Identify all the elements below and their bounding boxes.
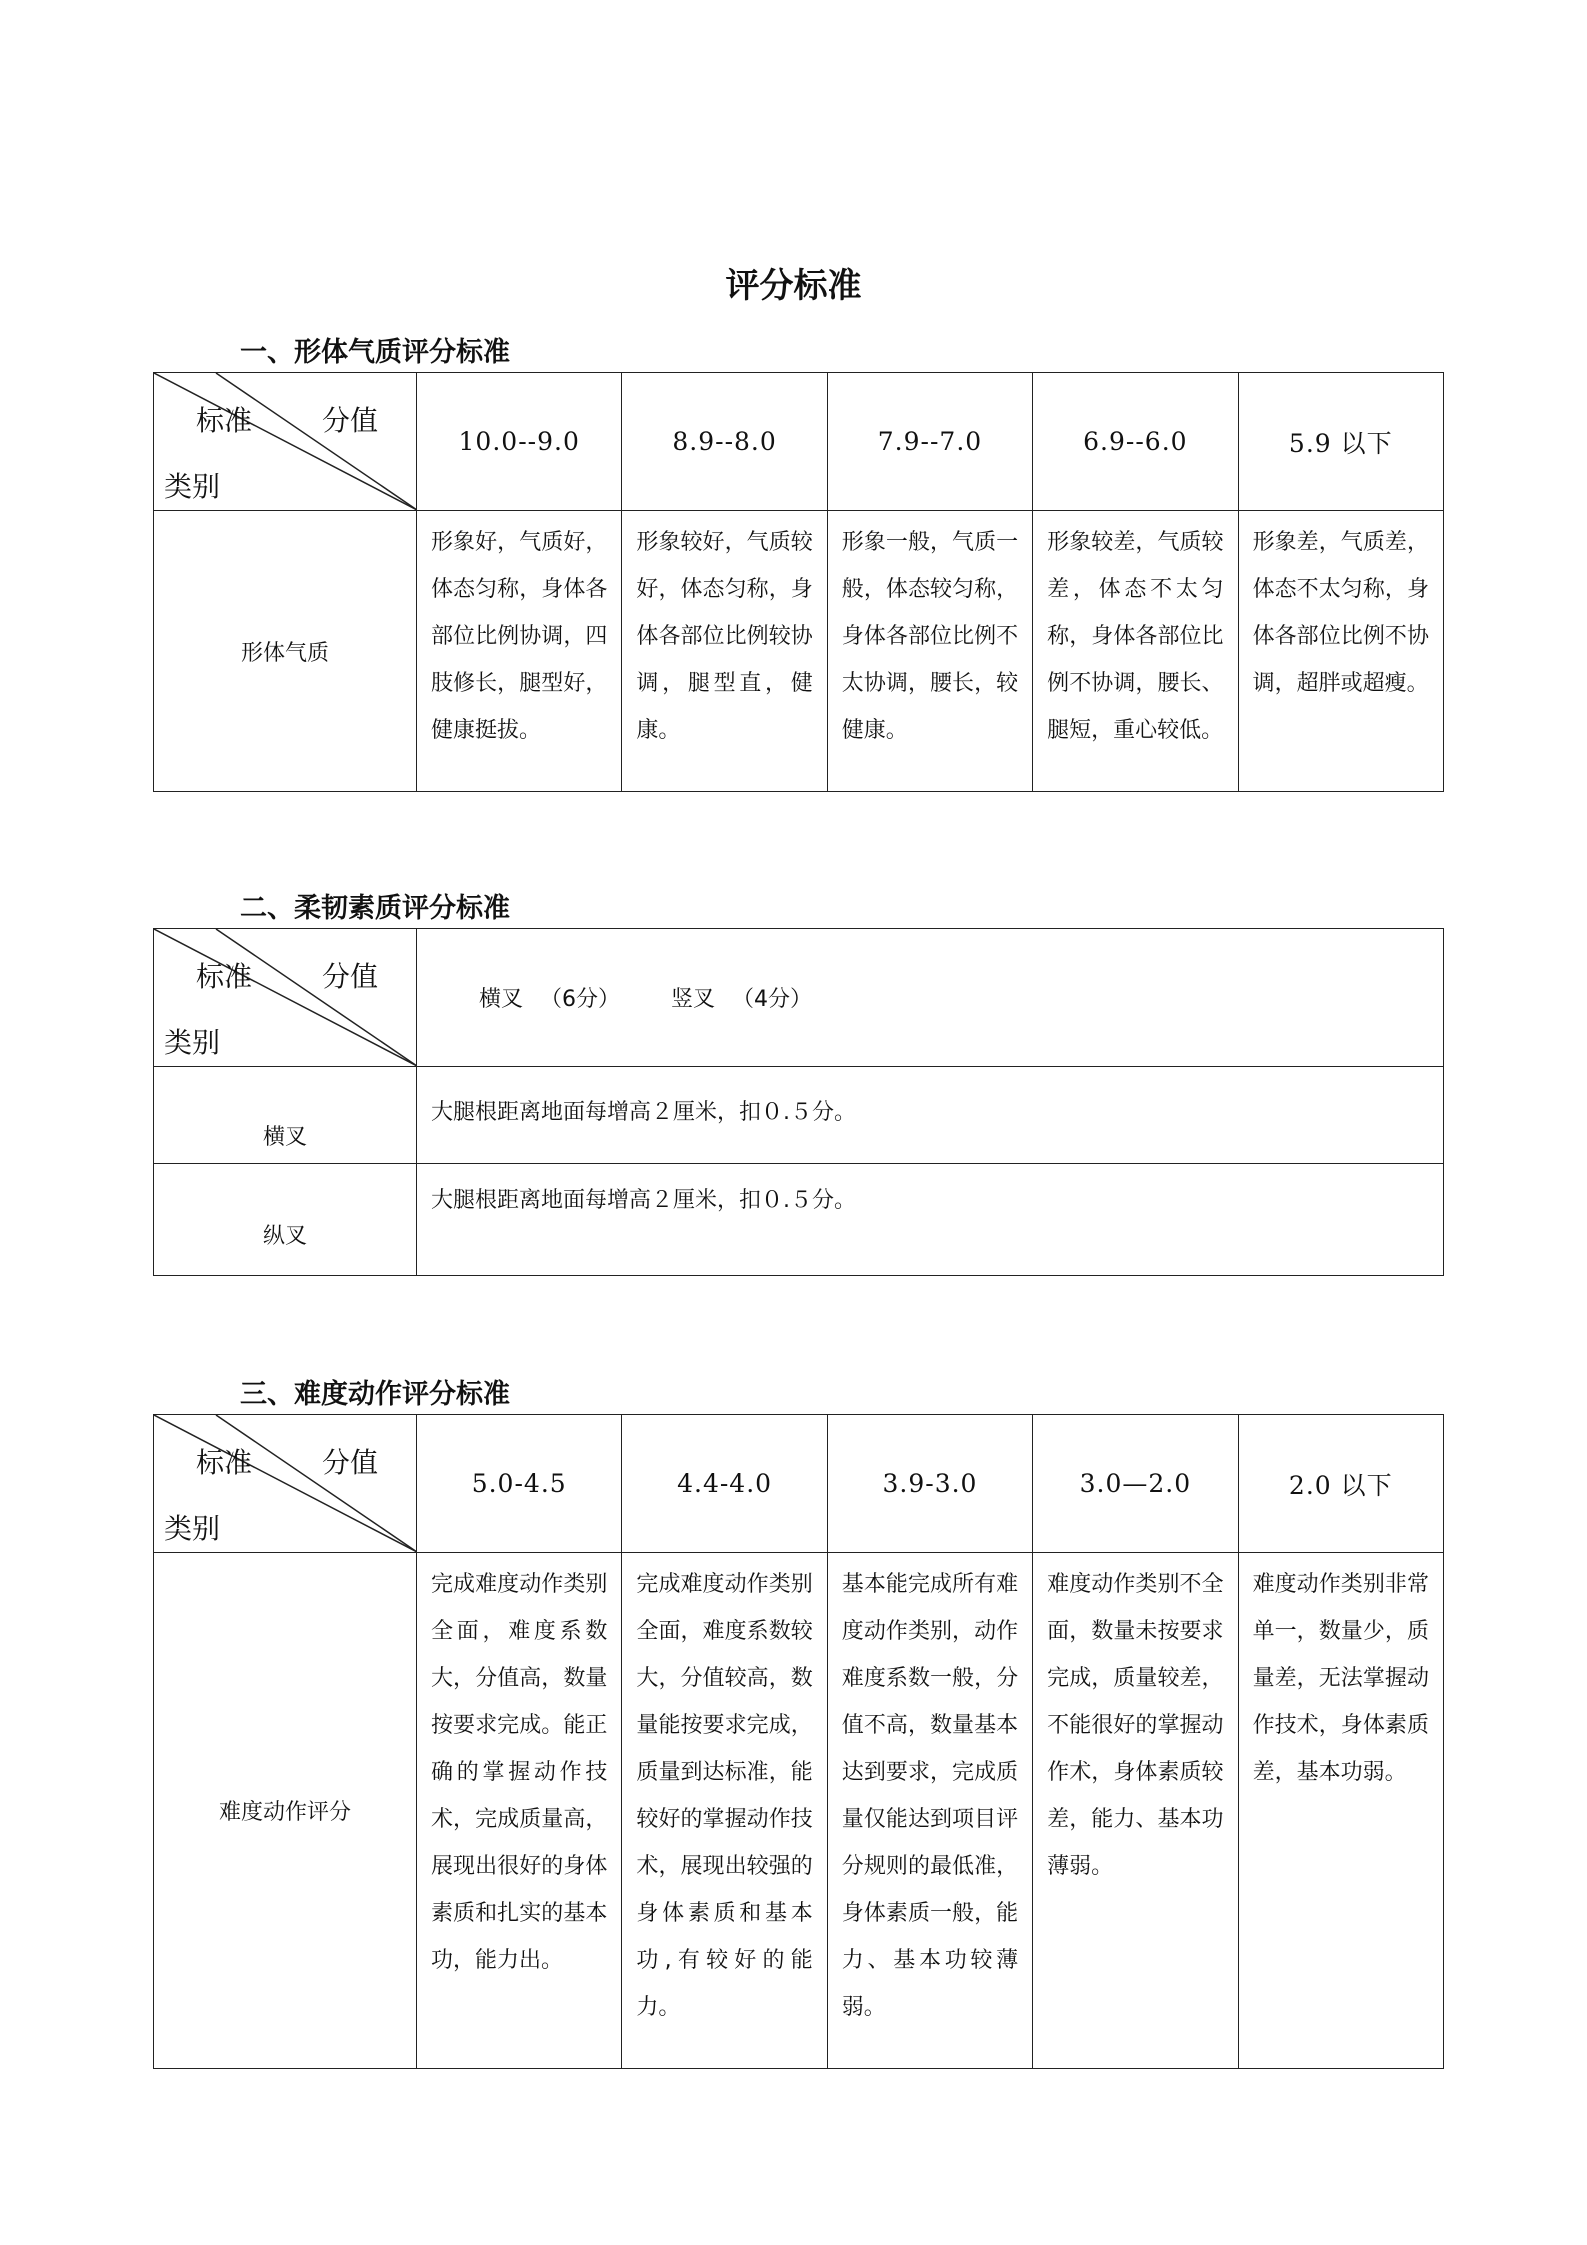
- section1-heading: 一、形体气质评分标准: [240, 337, 510, 368]
- category-cell: 形体气质: [154, 511, 417, 792]
- score-range-cell: 10.0--9.0: [417, 373, 622, 511]
- section1-table: [153, 372, 1444, 792]
- section1-header-row: [154, 373, 1444, 511]
- section2-row: [154, 1164, 1444, 1276]
- description-cell: 形象较差，气质较差，体态不太匀称，身体各部位比例不协调，腰长、腿短，重心较低。: [1033, 511, 1238, 792]
- category-cell: 纵叉: [154, 1164, 417, 1276]
- section1-body-row: [154, 511, 1444, 792]
- corner-standard-label: 标准: [196, 1446, 253, 1479]
- corner-category-label: 类别: [164, 470, 221, 503]
- section3-heading: 三、难度动作评分标准: [240, 1379, 510, 1410]
- corner-header-cell: [154, 929, 417, 1067]
- description-cell: 完成难度动作类别全面，难度系数大，分值高，数量按要求完成。能正确的掌握动作技术，完成质量高，展现出很好的身体素质和扎实的基本功，能力出。: [417, 1553, 622, 2069]
- description-cell: 形象好，气质好，体态匀称，身体各 部位比例协调，四肢修长，腿型好，健康挺拔。: [417, 511, 622, 792]
- description-cell: 难度动作类别非常单一，数量少，质量差，无法掌握动作技术，身体素质差，基本功弱。: [1238, 1553, 1443, 2069]
- corner-header-cell: [154, 1415, 417, 1553]
- score-range-cell: 5.9 以下: [1238, 373, 1443, 511]
- corner-category-label: 类别: [164, 1026, 221, 1059]
- page-title: 评分标准: [725, 266, 862, 306]
- description-cell: 难度动作类别不全面，数量未按要求完成，质量较差，不能很好的掌握动作术，身体素质较差，能力、基本功薄弱。: [1033, 1553, 1238, 2069]
- flexibility-score-header: 横叉 （6分） 竖叉 （4分）: [417, 929, 1444, 1067]
- score-range-cell: 4.4-4.0: [622, 1415, 827, 1553]
- score-range-cell: 6.9--6.0: [1033, 373, 1238, 511]
- rule-cell: 大腿根距离地面每增高２厘米，扣０.５分。: [417, 1164, 1444, 1276]
- score-range-cell: 3.0—2.0: [1033, 1415, 1238, 1553]
- corner-header-cell: [154, 373, 417, 511]
- score-range-cell: 5.0-4.5: [417, 1415, 622, 1553]
- corner-category-label: 类别: [164, 1512, 221, 1545]
- rule-cell: 大腿根距离地面每增高２厘米，扣０.５分。: [417, 1067, 1444, 1164]
- section2-table: [153, 928, 1444, 1276]
- description-cell: 形象较好，气质较好，体态匀称，身体各部位比例较协调，腿型直，健康。: [622, 511, 827, 792]
- description-cell: 完成难度动作类别全面，难度系数较大，分值较高，数量能按要求完成，质量到达标准，能较好的掌握动作技术，展现出较强的身体素质和基本功,有较好的能力。: [622, 1553, 827, 2069]
- description-cell: 形象一般，气质一般，体态较匀称，身体各部位比例不太协调，腰长，较健康。: [827, 511, 1032, 792]
- score-range-cell: 3.9-3.0: [827, 1415, 1032, 1553]
- section3-body-row: [154, 1553, 1444, 2069]
- score-range-cell: 2.0 以下: [1238, 1415, 1443, 1553]
- section3-table: [153, 1414, 1444, 2069]
- section3-header-row: [154, 1415, 1444, 1553]
- section2-heading: 二、柔韧素质评分标准: [240, 893, 510, 924]
- description-cell: 形象差，气质差，体态不太匀称，身体各部位比例不协调，超胖或超瘦。: [1238, 511, 1443, 792]
- category-cell: 横叉: [154, 1067, 417, 1164]
- section2-row: [154, 1067, 1444, 1164]
- score-range-cell: 8.9--8.0: [622, 373, 827, 511]
- description-cell: 基本能完成所有难度动作类别，动作难度系数一般，分值不高，数量基本达到要求，完成质量仅能达到项目评分规则的最低准，身体素质一般，能力、基本功较薄弱。: [827, 1553, 1032, 2069]
- corner-standard-label: 标准: [196, 960, 253, 993]
- corner-score-label: 分值: [322, 1446, 379, 1479]
- category-cell: 难度动作评分: [154, 1553, 417, 2069]
- corner-score-label: 分值: [322, 404, 379, 437]
- corner-standard-label: 标准: [196, 404, 253, 437]
- corner-score-label: 分值: [322, 960, 379, 993]
- section2-header-row: [154, 929, 1444, 1067]
- score-range-cell: 7.9--7.0: [827, 373, 1032, 511]
